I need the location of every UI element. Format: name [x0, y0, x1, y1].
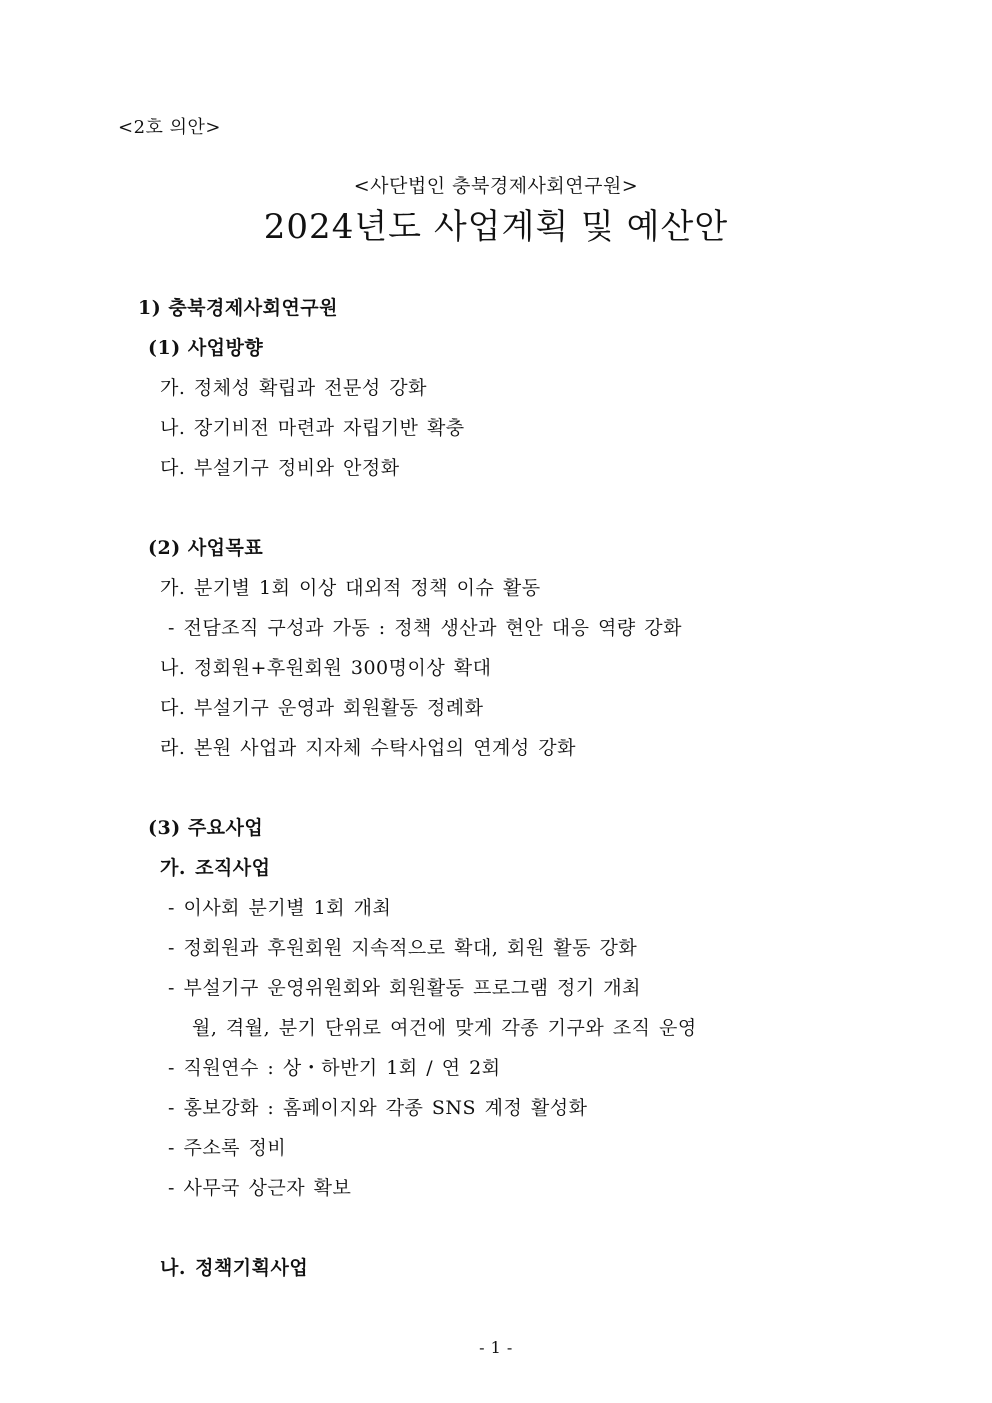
direction-item: 나. 장기비전 마련과 자립기반 확충	[160, 417, 465, 439]
direction-item: 가. 정체성 확립과 전문성 강화	[160, 377, 427, 399]
organization-project-heading: 가. 조직사업	[160, 857, 271, 879]
subsection-heading-direction: (1) 사업방향	[148, 337, 264, 359]
organization-project-item: - 부설기구 운영위원회와 회원활동 프로그램 정기 개최	[168, 977, 641, 999]
organization-project-item-continuation: 월, 격월, 분기 단위로 여건에 맞게 각종 기구와 조직 운영	[192, 1017, 697, 1039]
section-heading: 1) 충북경제사회연구원	[138, 297, 339, 319]
goal-item: 다. 부설기구 운영과 회원활동 정례화	[160, 697, 484, 719]
document-title: 2024년도 사업계획 및 예산안	[263, 207, 729, 247]
organization-project-item: - 주소록 정비	[168, 1137, 287, 1159]
agenda-label: <2호 의안>	[118, 117, 222, 138]
organization-project-item: - 홍보강화 : 홈페이지와 각종 SNS 계정 활성화	[168, 1097, 588, 1119]
page-number: - 1 -	[479, 1338, 513, 1357]
organization-project-item: - 사무국 상근자 확보	[168, 1177, 352, 1199]
goal-item: 나. 정회원+후원회원 300명이상 확대	[160, 657, 492, 679]
goal-subitem: - 전담조직 구성과 가동 : 정책 생산과 현안 대응 역량 강화	[168, 617, 683, 639]
subsection-heading-main: (3) 주요사업	[148, 817, 264, 839]
organization-project-item: - 정회원과 후원회원 지속적으로 확대, 회원 활동 강화	[168, 937, 638, 959]
direction-item: 다. 부설기구 정비와 안정화	[160, 457, 400, 479]
organization-project-item: - 이사회 분기별 1회 개최	[168, 897, 392, 919]
organization-name: <사단법인 충북경제사회연구원>	[353, 175, 639, 197]
policy-project-heading: 나. 정책기획사업	[160, 1257, 309, 1279]
goal-item: 가. 분기별 1회 이상 대외적 정책 이슈 활동	[160, 577, 541, 599]
subsection-heading-goals: (2) 사업목표	[148, 537, 264, 559]
organization-project-item: - 직원연수 : 상・하반기 1회 / 연 2회	[168, 1057, 501, 1079]
goal-item: 라. 본원 사업과 지자체 수탁사업의 연계성 강화	[160, 737, 577, 759]
